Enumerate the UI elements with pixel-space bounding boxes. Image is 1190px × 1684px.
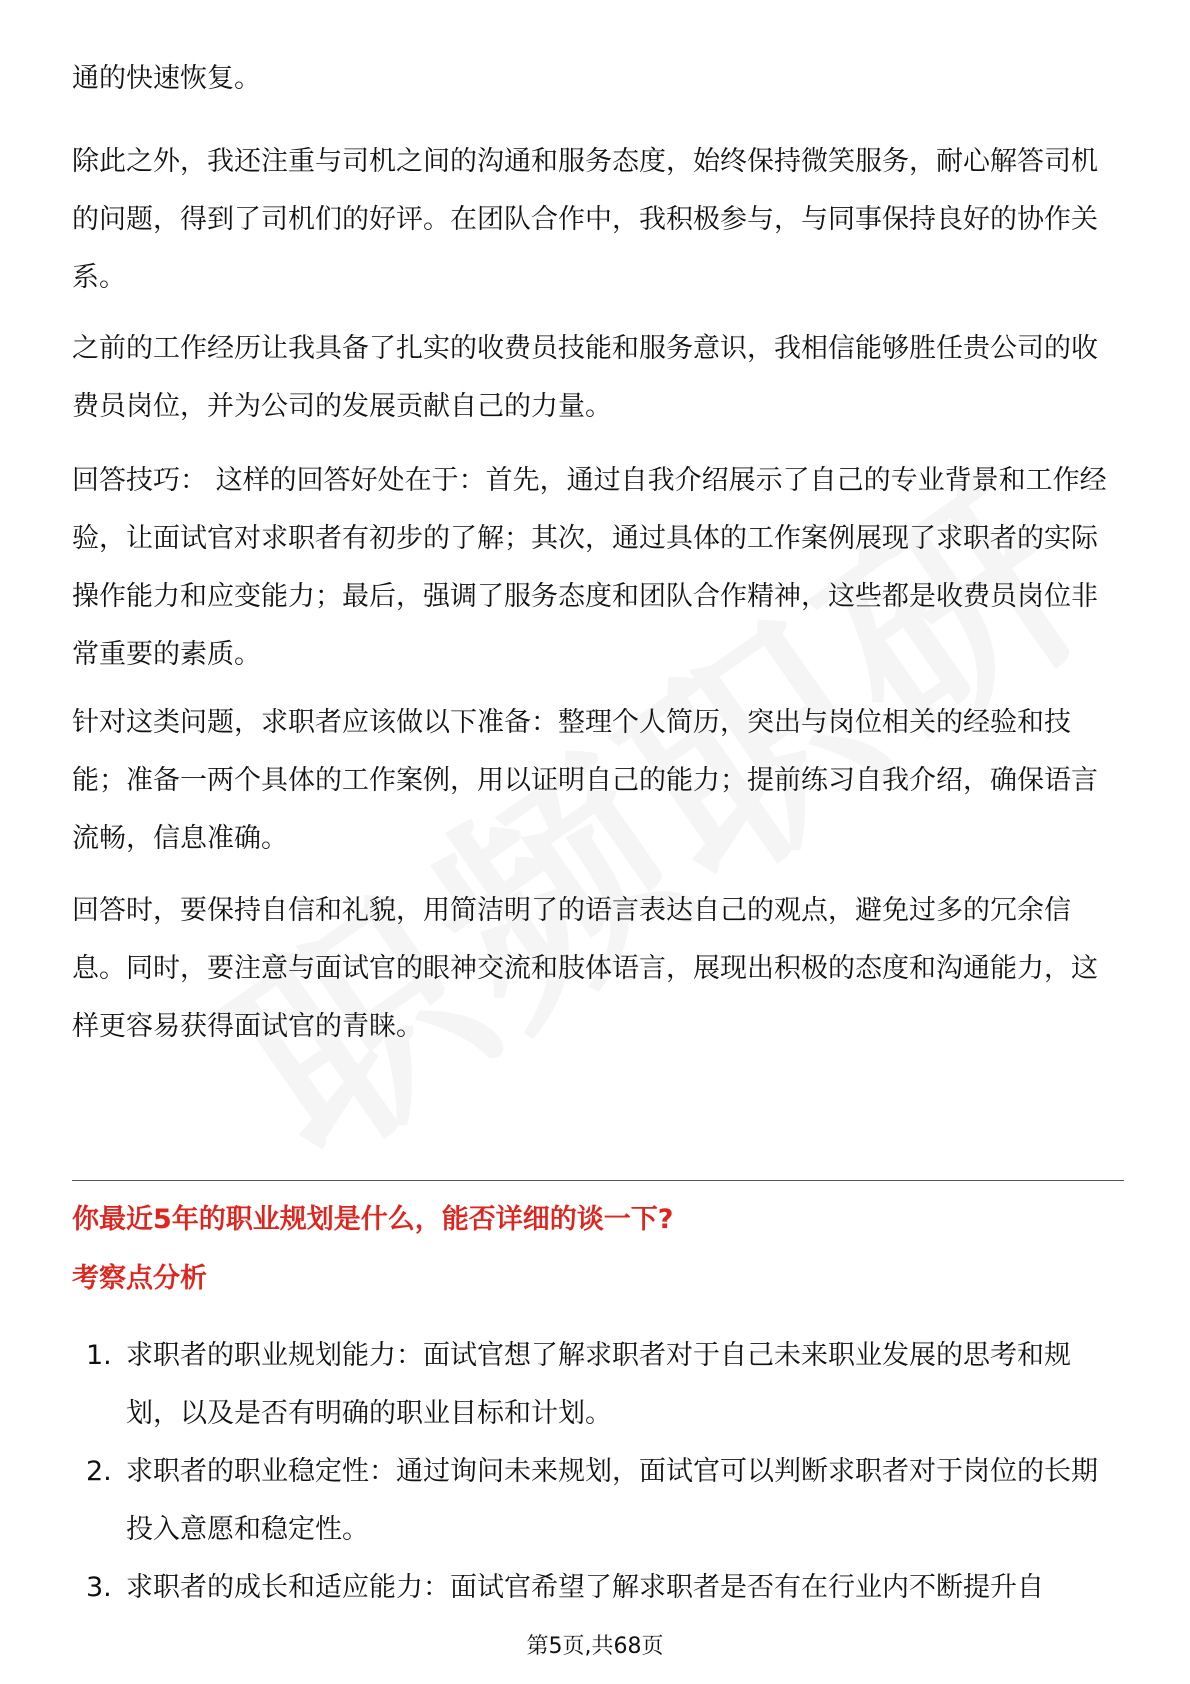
list-number: 3. <box>86 1572 112 1603</box>
list-item <box>72 1327 1124 1443</box>
question-title: 你最近5年的职业规划是什么，能否详细的谈一下? <box>72 1204 674 1235</box>
list-item <box>72 1559 1124 1617</box>
analysis-list <box>72 1327 1124 1617</box>
list-number: 1. <box>86 1340 112 1371</box>
list-text: 求职者的成长和适应能力：面试官希望了解求职者是否有在行业内不断提升自 <box>126 1572 1044 1603</box>
paragraph-service-attitude: 除此之外，我还注重与司机之间的沟通和服务态度，始终保持微笑服务，耐心解答司机的问题，得到了司机们的好评。在团队合作中，我积极参与，与同事保持良好的协作关系。 <box>72 146 1098 293</box>
paragraph-preparation: 针对这类问题，求职者应该做以下准备：整理个人简历，突出与岗位相关的经验和技能；准备一两个具体的工作案例，用以证明自己的能力；提前练习自我介绍，确保语言流畅，信息准确。 <box>72 707 1098 854</box>
list-item <box>72 1443 1124 1559</box>
list-text: 求职者的职业规划能力：面试官想了解求职者对于自己未来职业发展的思考和规划，以及是否有明确的职业目标和计划。 <box>126 1340 1071 1429</box>
list-number: 2. <box>86 1456 112 1487</box>
paragraph-experience-summary: 之前的工作经历让我具备了扎实的收费员技能和服务意识，我相信能够胜任贵公司的收费员岗位，并为公司的发展贡献自己的力量。 <box>72 333 1098 422</box>
paragraph-answer-tips: 回答技巧： 这样的回答好处在于：首先，通过自我介绍展示了自己的专业背景和工作经验，让面试官对求职者有初步的了解；其次，通过具体的工作案例展现了求职者的实际操作能力和应变能力；最后，强调了服务态度和团队合作精神，这些都是收费员岗位非常重要的素质。 <box>72 465 1107 670</box>
paragraph-continuation: 通的快速恢复。 <box>72 63 261 94</box>
section-divider <box>72 1180 1124 1181</box>
analysis-heading: 考察点分析 <box>72 1263 207 1294</box>
page-footer: 第5页,共68页 <box>526 1634 664 1659</box>
paragraph-answer-manner: 回答时，要保持自信和礼貌，用简洁明了的语言表达自己的观点，避免过多的冗余信息。同时，要注意与面试官的眼神交流和肢体语言，展现出积极的态度和沟通能力，这样更容易获得面试官的青睐。 <box>72 895 1098 1042</box>
list-text: 求职者的职业稳定性：通过询问未来规划，面试官可以判断求职者对于岗位的长期投入意愿和稳定性。 <box>126 1456 1098 1545</box>
